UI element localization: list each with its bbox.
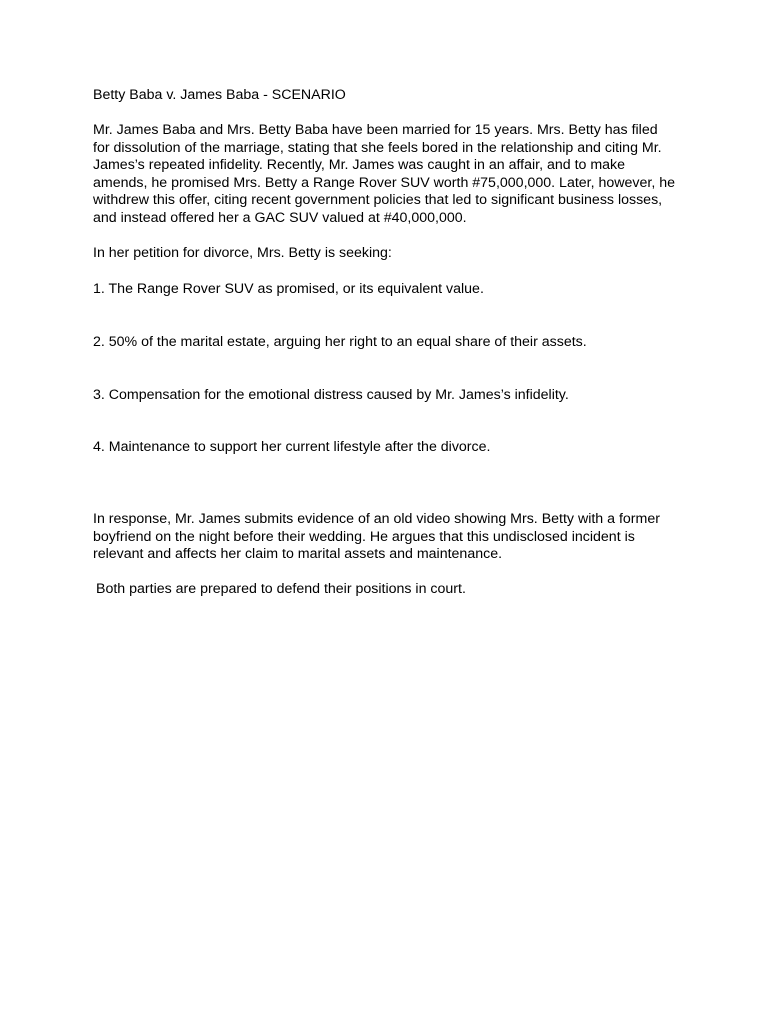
closing-statement: Both parties are prepared to defend their positions in court. xyxy=(96,581,466,597)
intro-line: withdrew this offer, citing recent government policies that led to significant business losses, xyxy=(93,192,663,209)
claim-item: 2. 50% of the marital estate, arguing her right to an equal share of their assets. xyxy=(93,334,587,350)
document-title: Betty Baba v. James Baba - SCENARIO xyxy=(93,87,346,103)
claim-item: 4. Maintenance to support her current lifestyle after the divorce. xyxy=(93,439,491,455)
intro-line: Mr. James Baba and Mrs. Betty Baba have been married for 15 years. Mrs. Betty has filed xyxy=(93,122,658,138)
response-line: relevant and affects her claim to marital assets and maintenance. xyxy=(93,546,503,563)
intro-line: amends, he promised Mrs. Betty a Range Rover SUV worth #75,000,000. Later, however, he xyxy=(93,174,676,191)
response-line: boyfriend on the night before their wedding. He argues that this undisclosed incident is xyxy=(93,528,635,545)
response-line: In response, Mr. James submits evidence of an old video showing Mrs. Betty with a former xyxy=(93,511,660,527)
intro-line: and instead offered her a GAC SUV valued at #40,000,000. xyxy=(93,210,467,226)
intro-line: for dissolution of the marriage, stating that she feels bored in the relationship and citing Mr. xyxy=(93,139,662,156)
intro-line: James’s repeated infidelity. Recently, Mr. James was caught in an affair, and to make xyxy=(93,157,626,174)
petition-intro: In her petition for divorce, Mrs. Betty is seeking: xyxy=(93,245,392,261)
claim-item: 1. The Range Rover SUV as promised, or its equivalent value. xyxy=(93,281,484,297)
claim-item: 3. Compensation for the emotional distress caused by Mr. James’s infidelity. xyxy=(93,387,569,403)
